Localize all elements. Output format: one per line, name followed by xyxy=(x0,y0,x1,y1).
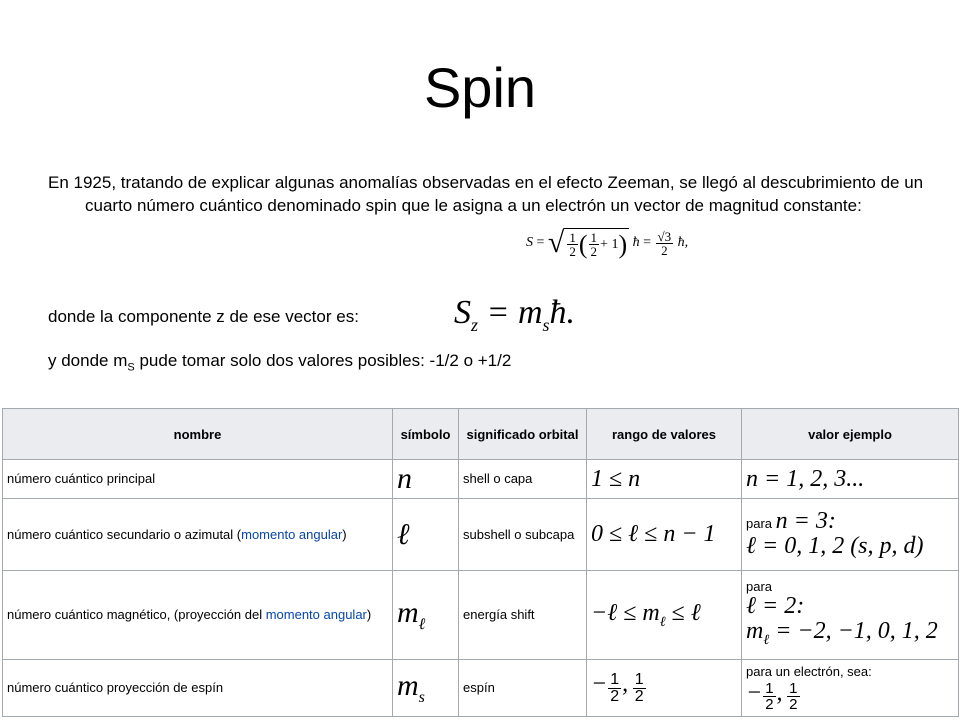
ms-paragraph xyxy=(48,350,920,379)
cell-symbol xyxy=(393,460,459,499)
cell-meaning: shell o capa xyxy=(459,460,587,499)
eq-lhs: S xyxy=(526,235,533,251)
example-line2-sub: ℓ xyxy=(763,632,770,648)
cell-meaning: espín xyxy=(459,660,587,717)
cell-example xyxy=(742,460,959,499)
header-ejemplo: valor ejemplo xyxy=(742,409,959,460)
cell-meaning: energía shift xyxy=(459,571,587,660)
momento-angular-link[interactable]: momento angular xyxy=(241,526,343,542)
cell-symbol xyxy=(393,499,459,571)
range-frac-half-2: $\frac{1}{2}$ xyxy=(634,670,644,705)
ms-text-sub: S xyxy=(127,361,135,374)
example-note: para un electrón, sea: xyxy=(746,663,872,679)
header-simbolo: símbolo xyxy=(393,409,459,460)
table-row xyxy=(3,460,959,499)
table-row xyxy=(3,660,959,717)
range-expr: 0 ≤ ℓ ≤ n − 1 xyxy=(591,521,716,547)
cell-example xyxy=(742,571,959,660)
component-paragraph: donde la componente z de ese vector es: xyxy=(48,307,359,326)
table-header-row xyxy=(3,409,959,460)
range-b: ≤ ℓ xyxy=(665,599,701,626)
intro-paragraph: En 1925, tratando de explicar algunas anomalías observadas en el efecto Zeeman, se llegó al descubrimiento de un cuarto número cuántico denominado spin que le asigna a un electrón un vector de magnitud constante: xyxy=(48,173,924,215)
cell-range xyxy=(587,460,742,499)
symbol-m: m xyxy=(397,596,419,629)
name-text-end: ) xyxy=(366,607,372,622)
range-sub: ℓ xyxy=(659,614,666,630)
cell-symbol xyxy=(393,571,459,660)
symbol-m: m xyxy=(397,669,419,702)
eq-equals-2: = xyxy=(643,235,652,251)
cell-range xyxy=(587,571,742,660)
example-frac-half: $\frac{1}{2}$ xyxy=(765,680,774,714)
cell-example xyxy=(742,660,959,717)
symbol-sub: s xyxy=(418,689,425,706)
header-nombre: nombre xyxy=(3,409,393,460)
example-line2: ℓ = 0, 1, 2 (s, p, d) xyxy=(746,532,924,559)
example-expr: n = 1, 2, 3... xyxy=(746,465,865,492)
ms-text-after: pude tomar solo dos valores posibles: -1/2 o +1/2 xyxy=(134,351,512,370)
range-a: −ℓ ≤ m xyxy=(591,599,660,626)
sz-rhs-sub: s xyxy=(542,314,550,335)
cell-name: número cuántico principal xyxy=(3,460,393,499)
symbol-n: n xyxy=(397,462,412,495)
cell-meaning: subshell o subcapa xyxy=(459,499,587,571)
header-rango: rango de valores xyxy=(587,409,742,460)
cell-symbol xyxy=(393,660,459,717)
name-text: número cuántico magnético, (proyección del xyxy=(7,607,266,622)
example-frac-half-2: $\frac{1}{2}$ xyxy=(789,680,798,714)
cell-range xyxy=(587,660,742,717)
fraction-root3-over-2: $\frac{√3}{2}$ xyxy=(657,228,672,258)
example-note: para xyxy=(746,578,773,594)
sz-rhs: = m xyxy=(486,294,543,331)
range-frac-half: $\frac{1}{2}$ xyxy=(610,670,620,705)
square-root: √ $\frac{1}{2}$ ( $\frac{1}{2}$ + 1 ) xyxy=(547,226,628,259)
momento-angular-link[interactable]: momento angular xyxy=(265,607,367,622)
example-line2-b: = −2, −1, 0, 1, 2 xyxy=(769,617,938,644)
symbol-l: ℓ xyxy=(397,517,410,551)
sz-rhs-tail: ħ. xyxy=(549,294,576,331)
symbol-sub: ℓ xyxy=(418,616,426,633)
slide-title: Spin xyxy=(423,56,537,119)
sz-lhs: S xyxy=(454,294,471,331)
example-line2-a: m xyxy=(746,617,764,644)
example-sep: , xyxy=(776,679,783,706)
example-neg: − xyxy=(746,679,763,706)
example-note: para xyxy=(746,515,773,531)
range-sep: , xyxy=(622,671,629,698)
hbar-tail: ħ, xyxy=(677,235,689,251)
cell-name xyxy=(3,571,393,660)
sz-equation xyxy=(454,294,575,338)
header-significado: significado orbital xyxy=(459,409,587,460)
quantum-numbers-table xyxy=(2,408,959,717)
cell-range xyxy=(587,499,742,571)
fraction-half-inner: $\frac{1}{2}$ xyxy=(590,230,598,259)
range-neg: − xyxy=(591,671,608,698)
cell-name xyxy=(3,499,393,571)
eq-equals: = xyxy=(536,235,545,251)
table-row xyxy=(3,499,959,571)
fraction-half: $\frac{1}{2}$ xyxy=(569,230,576,259)
hbar: ħ xyxy=(632,235,640,251)
name-text-end: ) xyxy=(342,526,347,542)
cell-example xyxy=(742,499,959,571)
example-line1: n = 3: xyxy=(775,507,836,534)
example-line1: ℓ = 2: xyxy=(746,592,805,619)
ms-text-before: y donde m xyxy=(48,351,128,370)
range-expr: 1 ≤ n xyxy=(591,465,641,492)
sz-lhs-sub: z xyxy=(471,314,479,335)
cell-name: número cuántico proyección de espín xyxy=(3,660,393,717)
table-row xyxy=(3,571,959,660)
plus-one: + 1 xyxy=(600,236,619,252)
spin-magnitude-equation xyxy=(526,228,726,272)
name-text: número cuántico secundario o azimutal ( xyxy=(7,526,242,542)
